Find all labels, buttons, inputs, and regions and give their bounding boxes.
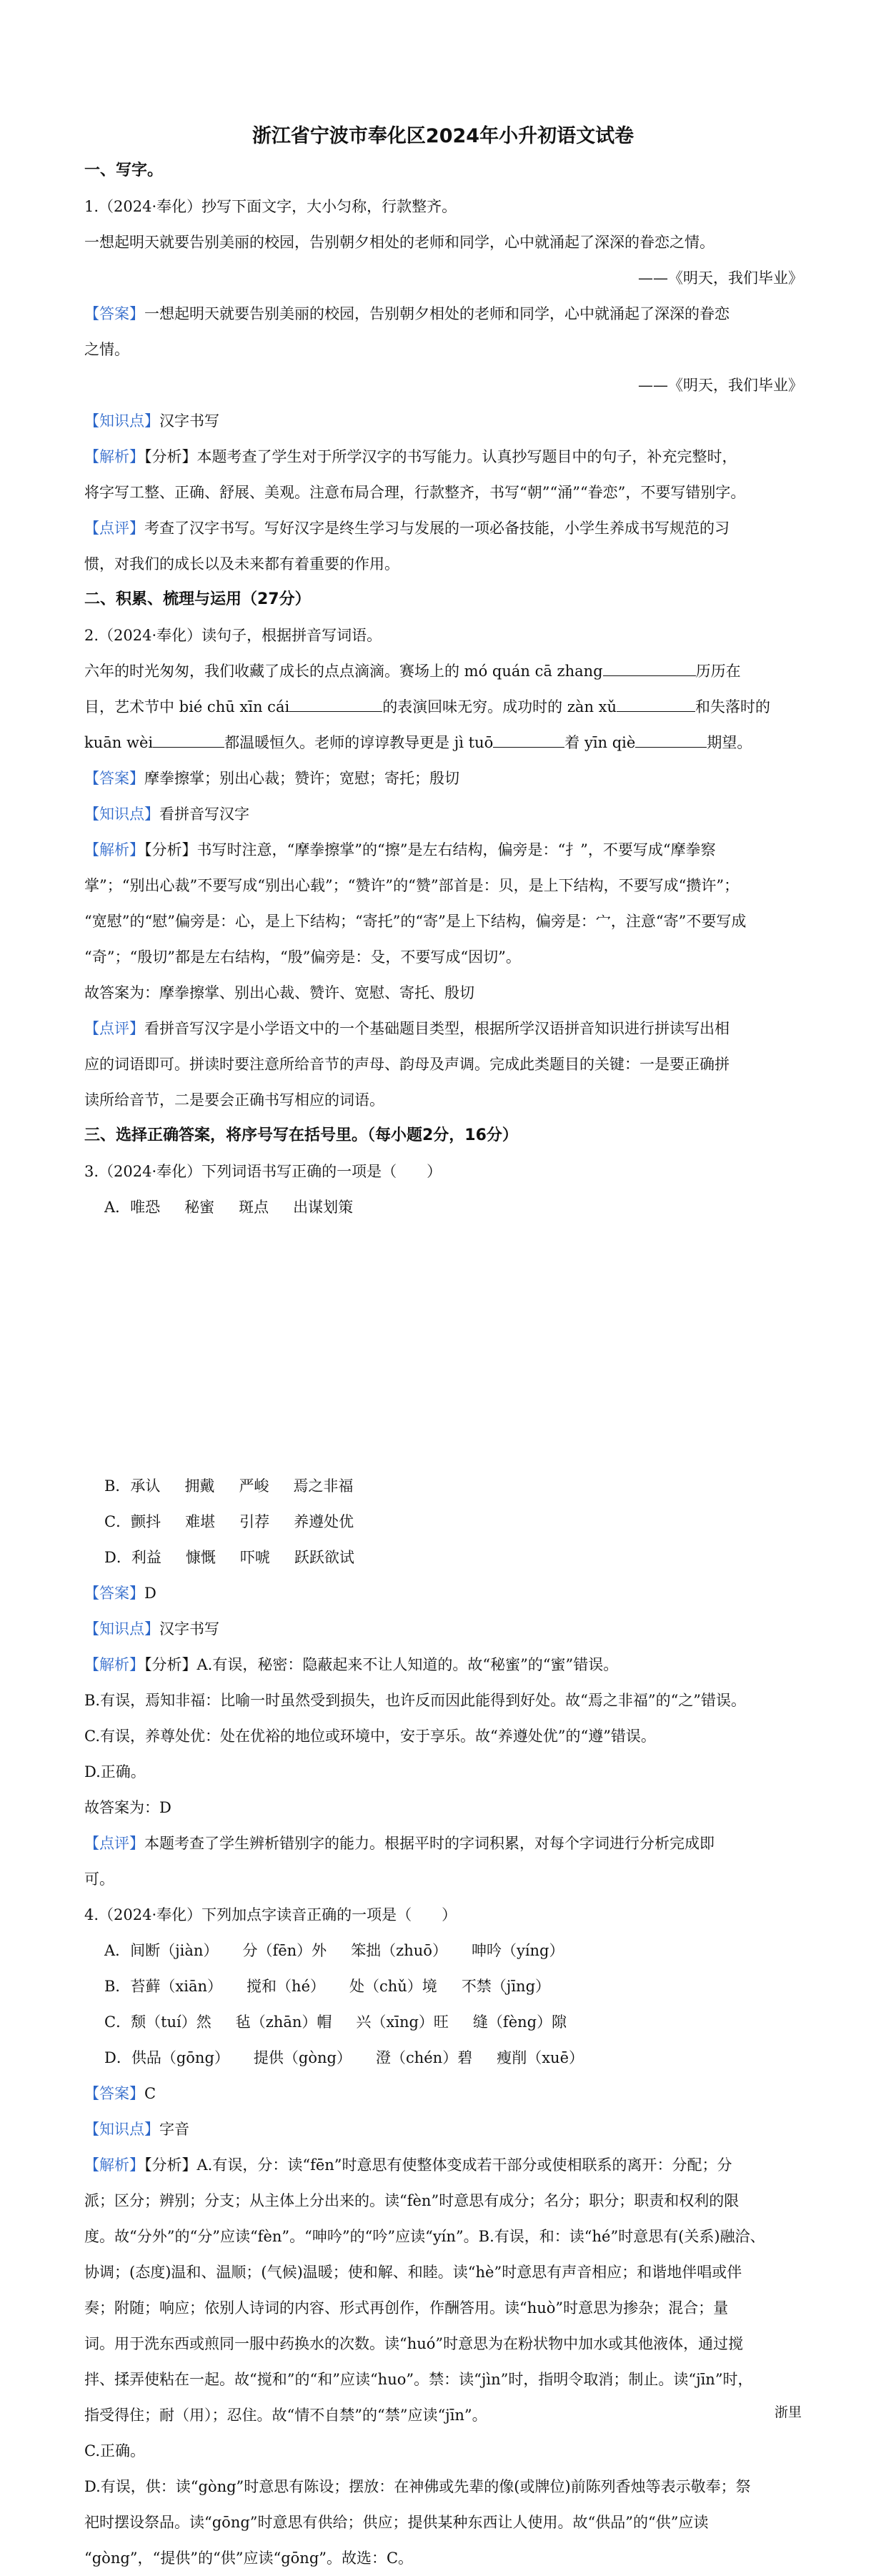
page-title: 浙江省宁波市奉化区2024年小升初语文试卷: [252, 125, 634, 147]
answer-line: [84, 2076, 803, 2111]
knowledge-line: [84, 2111, 803, 2147]
analysis-continuation: 掌”；“别出心裁”不要写成“别出心载”；“赞许”的“赞”部首是：贝，是上下结构，不要写成“攒许”；: [84, 877, 740, 894]
analysis-line: [84, 439, 803, 475]
comment-line: [84, 1011, 803, 1046]
analysis-label: 【解析】: [84, 2156, 144, 2174]
option-c[interactable]: C．颓（tuí）然 毡（zhān）帽 兴（xīng）旺 缝（fèng）隙: [104, 2013, 567, 2031]
answer-text: D: [144, 1585, 156, 1602]
analysis-continuation: 指受得住；耐（用）；忍住。故“情不自禁”的“禁”应读“jīn”。: [84, 2407, 487, 2424]
blank[interactable]: [493, 725, 564, 748]
analysis-continuation: C.有误，养尊处优：处在优裕的地位或环境中，安于享乐。故“养遵处优”的“遵”错误。: [84, 1728, 656, 1745]
answer-continuation: 之情。: [84, 341, 129, 358]
answer-label: 【答案】: [84, 1585, 144, 1602]
analysis-continuation: 奏；附随；响应；依别人诗词的内容、形式再创作，作酬答用。读“huò”时意思为掺杂；混合；量: [84, 2299, 729, 2317]
analysis-continuation: B.有误，焉知非福：比喻一时虽然受到损失，也许反而因此能得到好处。故“焉之非福”的“之”错误。: [84, 1692, 747, 1709]
comment-text: 本题考查了学生辨析错别字的能力。根据平时的字词积累，对每个字词进行分析完成即: [144, 1835, 715, 1852]
option-d[interactable]: D．利益 慷慨 吓唬 跃跃欲试: [104, 1549, 354, 1566]
answer-label: 【答案】: [84, 2085, 144, 2102]
answer-line: [84, 761, 803, 796]
analysis-line: [84, 832, 803, 868]
blank[interactable]: [153, 725, 224, 748]
section-heading: 一、写字。: [84, 162, 164, 179]
blank[interactable]: [603, 654, 696, 676]
answer-text: 摩拳擦掌；别出心裁；赞许；宽慰；寄托；殷切: [144, 770, 459, 787]
answer-line: [84, 1575, 803, 1611]
knowledge-label: 【知识点】: [84, 2121, 159, 2138]
question-stem: 1.（2024·奉化）抄写下面文字，大小匀称，行款整齐。: [84, 198, 457, 215]
passage-source: ——《明天，我们毕业》: [638, 269, 803, 287]
option-d[interactable]: D．供品（gōng） 提供（gòng） 澄（chén）碧 瘦削（xuē）: [104, 2049, 584, 2066]
analysis-text: 【分析】本题考查了学生对于所学汉字的书写能力。认真抄写题目中的句子，补充完整时，: [144, 448, 737, 465]
comment-continuation: 惯，对我们的成长以及未来都有着重要的作用。: [84, 555, 399, 573]
analysis-continuation: 将字写工整、正确、舒展、美观。注意布局合理，行款整齐，书写“朝”“涌”“眷恋”，不要写错别字。: [84, 484, 746, 501]
analysis-conclusion: 故答案为：摩拳擦掌、别出心裁、赞许、宽慰、寄托、殷切: [84, 984, 474, 1001]
section-heading: 三、选择正确答案，将序号写在括号里。（每小题2分，16分）: [84, 1126, 518, 1144]
question-stem: 2.（2024·奉化）读句子，根据拼音写词语。: [84, 627, 382, 644]
option-a[interactable]: A．间断（jiàn） 分（fēn）外 笨拙（zhuō） 呻吟（yíng）: [104, 1942, 564, 1959]
comment-label: 【点评】: [84, 520, 144, 537]
blank-space: [84, 1225, 803, 1468]
option-a[interactable]: A．唯恐 秘蜜 斑点 出谋划策: [104, 1199, 354, 1216]
comment-line: [84, 510, 803, 546]
answer-text: 一想起明天就要告别美丽的校园，告别朝夕相处的老师和同学，心中就涌起了深深的眷恋: [144, 305, 730, 322]
analysis-conclusion: 故答案为：D: [84, 1799, 171, 1816]
knowledge-line: [84, 403, 803, 439]
analysis-text: 【分析】A.有误，秘密：隐蔽起来不让人知道的。故“秘蜜”的“蜜”错误。: [144, 1656, 619, 1673]
answer-label: 【答案】: [84, 305, 144, 322]
analysis-label: 【解析】: [84, 448, 144, 465]
analysis-continuation: 协调；(态度)温和、温顺；(气候)温暖；使和解、和睦。读“hè”时意思有声音相应；和谐地伴唱或伴: [84, 2264, 742, 2281]
analysis-continuation: D.正确。: [84, 1763, 146, 1780]
analysis-text: 【分析】A.有误，分：读“fēn”时意思有使整体变成若干部分或使相联系的离开：分配；分: [144, 2156, 732, 2174]
comment-continuation: 读所给音节，二是要会正确书写相应的词语。: [84, 1091, 384, 1109]
blank[interactable]: [289, 690, 382, 712]
answer-text: C: [144, 2085, 156, 2102]
blank[interactable]: [635, 725, 707, 748]
pinyin-line-3: kuān wèi 都温暖恒久。老师的谆谆教导更是 jì tuō 着 yīn qiè 期望。: [84, 725, 803, 761]
knowledge-text: 汉字书写: [159, 1620, 219, 1638]
analysis-line: [84, 1647, 803, 1683]
knowledge-label: 【知识点】: [84, 1620, 159, 1638]
pinyin-line-2: 目，艺术节中 bié chū xīn cái 的表演回味无穷。成功时的 zàn xǔ 和失落时的: [84, 689, 803, 725]
page-footer: 浙里: [774, 2404, 802, 2420]
analysis-continuation: 词。用于洗东西或煎同一服中药换水的次数。读“huó”时意思为在粉状物中加水或其他液体，通过搅: [84, 2335, 744, 2352]
knowledge-text: 汉字书写: [159, 412, 219, 430]
knowledge-label: 【知识点】: [84, 412, 159, 430]
blank[interactable]: [617, 690, 695, 712]
analysis-continuation: 度。故“分外”的“分”应读“fèn”。“呻吟”的“吟”应读“yín”。B.有误，和：读“hé”时意思有(关系)融洽、: [84, 2228, 765, 2245]
analysis-text: 【分析】书写时注意，“摩拳擦掌”的“擦”是左右结构，偏旁是：“扌”，不要写成“摩拳察: [144, 841, 716, 858]
knowledge-text: 看拼音写汉字: [159, 806, 249, 823]
analysis-continuation: “宽慰”的“慰”偏旁是：心，是上下结构；“寄托”的“寄”是上下结构，偏旁是：宀，注意“寄”不要写成: [84, 913, 747, 930]
option-b[interactable]: B．承认 拥戴 严峻 焉之非福: [104, 1477, 354, 1495]
analysis-continuation: “gòng”，“提供”的“供”应读“gōng”。故选：C。: [84, 2550, 414, 2567]
section-heading: 二、积累、梳理与运用（27分）: [84, 590, 311, 608]
analysis-continuation: C.正确。: [84, 2442, 145, 2459]
comment-line: [84, 1826, 803, 1861]
analysis-line: [84, 2147, 803, 2183]
comment-continuation: 可。: [84, 1871, 114, 1888]
knowledge-label: 【知识点】: [84, 806, 159, 823]
answer-label: 【答案】: [84, 770, 144, 787]
exam-content: [84, 153, 803, 2576]
question-stem: 3.（2024·奉化）下列词语书写正确的一项是（ ）: [84, 1163, 442, 1180]
option-b[interactable]: B．苔藓（xiān） 搅和（hé） 处（chǔ）境 不禁（jīng）: [104, 1978, 551, 1995]
passage-text: 一想起明天就要告别美丽的校园，告别朝夕相处的老师和同学，心中就涌起了深深的眷恋之情。: [84, 234, 715, 251]
analysis-continuation: 派；区分；辨别；分支；从主体上分出来的。读“fèn”时意思有成分；名分；职分；职责和权利的限: [84, 2192, 740, 2209]
analysis-label: 【解析】: [84, 841, 144, 858]
question-stem: 4.（2024·奉化）下列加点字读音正确的一项是（ ）: [84, 1906, 457, 1923]
option-c[interactable]: C．颤抖 难堪 引荐 养遵处优: [104, 1513, 354, 1530]
analysis-continuation: “奇”；“殷切”都是左右结构，“殷”偏旁是：殳，不要写成“因切”。: [84, 948, 521, 966]
analysis-continuation: 祀时摆设祭品。读“gōng”时意思有供给；供应；提供某种东西让人使用。故“供品”的“供”应读: [84, 2514, 709, 2531]
analysis-continuation: D.有误，供：读“gòng”时意思有陈设；摆放：在神佛或先辈的像(或牌位)前陈列香烛等表示敬奉；祭: [84, 2478, 751, 2495]
comment-text: 考查了汉字书写。写好汉字是终生学习与发展的一项必备技能，小学生养成书写规范的习: [144, 520, 730, 537]
comment-text: 看拼音写汉字是小学语文中的一个基础题目类型，根据所学汉语拼音知识进行拼读写出相: [144, 1020, 730, 1037]
pinyin-line-1: 六年的时光匆匆，我们收藏了成长的点点滴滴。赛场上的 mó quán cā zhang 历历在: [84, 653, 803, 689]
answer-source: ——《明天，我们毕业》: [638, 377, 803, 394]
answer-line: [84, 296, 803, 332]
analysis-label: 【解析】: [84, 1656, 144, 1673]
knowledge-text: 字音: [159, 2121, 189, 2138]
comment-label: 【点评】: [84, 1020, 144, 1037]
comment-continuation: 应的词语即可。拼读时要注意所给音节的声母、韵母及声调。完成此类题目的关键：一是要正确拼: [84, 1056, 730, 1073]
comment-label: 【点评】: [84, 1835, 144, 1852]
knowledge-line: [84, 796, 803, 832]
knowledge-line: [84, 1611, 803, 1647]
analysis-continuation: 拌、揉弄使粘在一起。故“搅和”的“和”应读“huo”。禁：读“jìn”时，指明令取消；制止。读“jīn”时，: [84, 2371, 753, 2388]
